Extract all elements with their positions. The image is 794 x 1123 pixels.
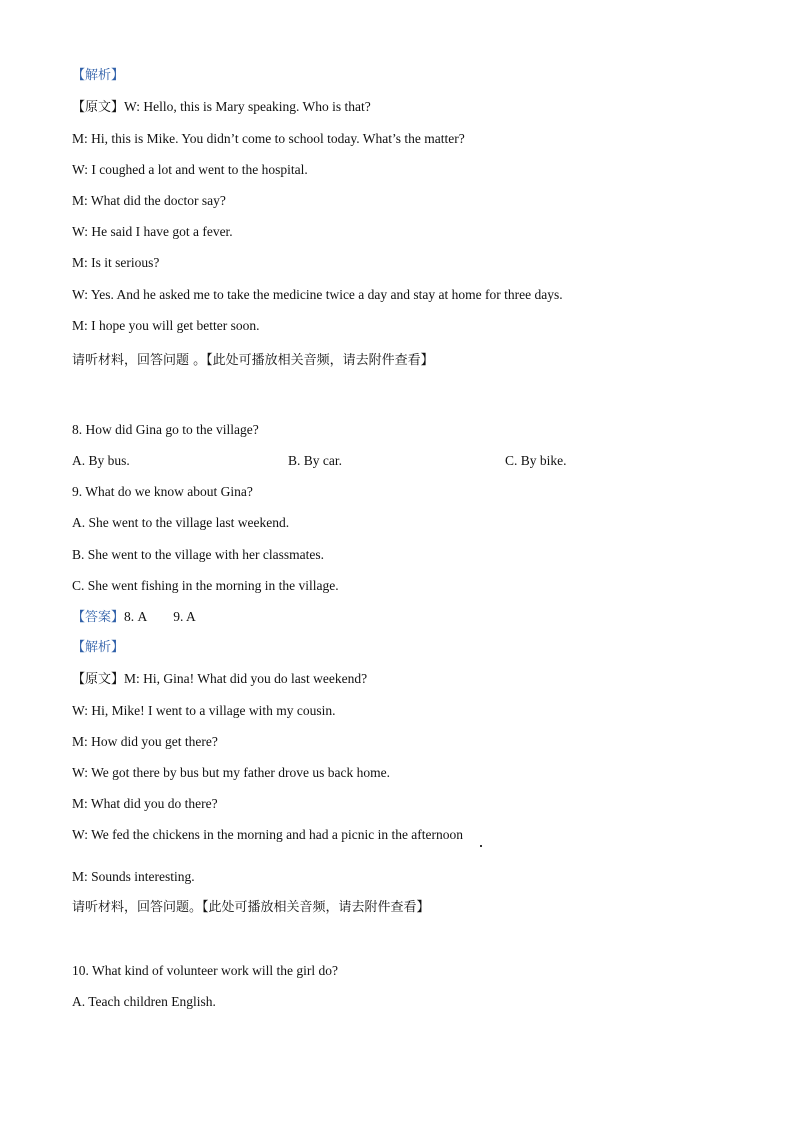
q8-option-c: C. By bike. [505, 453, 567, 468]
original-line-2 [72, 670, 367, 689]
transcript-line: W: Hello, this is Mary speaking. Who is that? [124, 99, 371, 114]
transcript-line: M: How did you get there? [72, 734, 218, 749]
transcript-line: W: I coughed a lot and went to the hospital. [72, 162, 308, 177]
q9-option-c: C. She went fishing in the morning in the village. [72, 578, 339, 593]
question-10: 10. What kind of volunteer work will the girl do? [72, 963, 338, 978]
original-line-1 [72, 98, 371, 117]
transcript-line: W: We fed the chickens in the morning and had a picnic in the afternoon [72, 827, 464, 842]
transcript-line: W: Yes. And he asked me to take the medicine twice a day and stay at home for three days. [72, 287, 563, 302]
transcript-line: M: Sounds interesting. [72, 869, 195, 884]
stray-period-mark [480, 845, 482, 847]
answer-label: 【答案】 [72, 610, 125, 625]
original-label-1: 【原文】 [72, 100, 125, 115]
original-label-2: 【原文】 [72, 672, 125, 687]
answer-9: 9. A [173, 609, 196, 624]
transcript-line: M: What did the doctor say? [72, 193, 226, 208]
transcript-line: W: Hi, Mike! I went to a village with my cousin. [72, 703, 336, 718]
q8-option-a: A. By bus. [72, 453, 130, 468]
audio-instruction-1: 请听材料，回答问题 。【此处可播放相关音频，请去附件查看】 [72, 353, 434, 368]
transcript-line: M: I hope you will get better soon. [72, 318, 260, 333]
question-8: 8. How did Gina go to the village? [72, 422, 259, 437]
audio-instruction-2: 请听材料，回答问题。【此处可播放相关音频，请去附件查看】 [72, 900, 430, 915]
q8-option-b: B. By car. [288, 453, 342, 468]
answer-8: 8. A [124, 609, 148, 624]
analysis-label-2: 【解析】 [72, 640, 125, 655]
q9-option-a: A. She went to the village last weekend. [72, 515, 290, 530]
q9-option-b: B. She went to the village with her classmates. [72, 547, 324, 562]
transcript-line: W: He said I have got a fever. [72, 224, 233, 239]
answer-line [72, 608, 196, 627]
transcript-line: M: Hi, this is Mike. You didn’t come to school today. What’s the matter? [72, 131, 465, 146]
transcript-line: M: Is it serious? [72, 255, 160, 270]
question-9: 9. What do we know about Gina? [72, 484, 253, 499]
transcript-line: M: What did you do there? [72, 796, 218, 811]
transcript-line: M: Hi, Gina! What did you do last weekend? [124, 671, 368, 686]
transcript-line: W: We got there by bus but my father drove us back home. [72, 765, 390, 780]
q10-option-a: A. Teach children English. [72, 994, 216, 1009]
analysis-label-1: 【解析】 [72, 68, 125, 83]
